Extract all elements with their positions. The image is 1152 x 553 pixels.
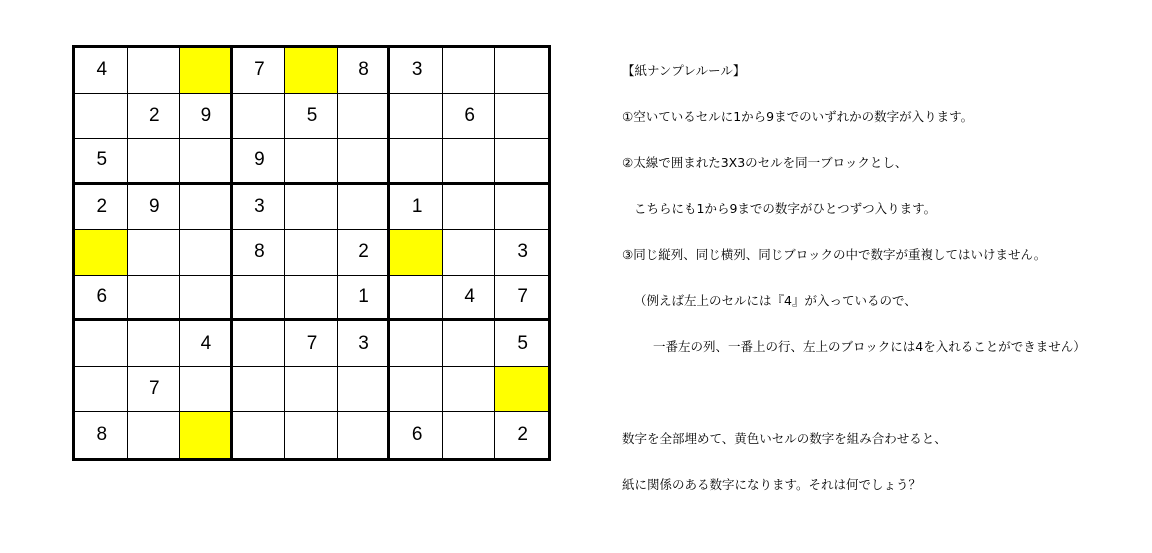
grid-cell[interactable] xyxy=(233,367,286,413)
grid-cell[interactable] xyxy=(338,412,391,458)
example-line-1: （例えば左上のセルには『4』が入っているので、 xyxy=(634,293,917,308)
grid-cell[interactable] xyxy=(75,321,128,367)
grid-cell[interactable]: 2 xyxy=(128,94,181,140)
grid-cell[interactable]: 2 xyxy=(338,230,391,276)
grid-cell[interactable] xyxy=(338,367,391,413)
rule-1: ①空いているセルに1から9までのいずれかの数字が入ります。 xyxy=(622,109,974,124)
highlighted-cell[interactable] xyxy=(180,48,233,94)
grid-cell[interactable] xyxy=(495,94,548,140)
grid-cell[interactable] xyxy=(443,48,496,94)
grid-cell[interactable] xyxy=(233,94,286,140)
grid-cell[interactable]: 6 xyxy=(75,276,128,322)
grid-cell[interactable] xyxy=(180,139,233,185)
grid-cell[interactable]: 1 xyxy=(390,185,443,231)
grid-cell[interactable] xyxy=(495,139,548,185)
grid-cell[interactable]: 4 xyxy=(443,276,496,322)
grid-cell[interactable]: 7 xyxy=(128,367,181,413)
grid-cell[interactable] xyxy=(443,367,496,413)
rule-2-line-2: こちらにも1から9までの数字がひとつずつ入ります。 xyxy=(634,201,937,216)
grid-cell[interactable] xyxy=(390,321,443,367)
grid-cell[interactable]: 1 xyxy=(338,276,391,322)
grid-cell[interactable]: 3 xyxy=(233,185,286,231)
grid-cell[interactable] xyxy=(128,48,181,94)
highlighted-cell[interactable] xyxy=(75,230,128,276)
example-line-2: 一番左の列、一番上の行、左上のブロックには4を入れることができません） xyxy=(653,339,1086,354)
grid-cell[interactable]: 3 xyxy=(495,230,548,276)
grid-cell[interactable]: 3 xyxy=(338,321,391,367)
grid-cell[interactable] xyxy=(338,94,391,140)
grid-cell[interactable] xyxy=(128,139,181,185)
grid-cell[interactable]: 8 xyxy=(338,48,391,94)
grid-cell[interactable] xyxy=(233,276,286,322)
grid-cell[interactable] xyxy=(390,94,443,140)
grid-cell[interactable] xyxy=(285,139,338,185)
sudoku-grid xyxy=(72,45,551,461)
grid-cell[interactable]: 2 xyxy=(517,424,528,446)
rule-2-line-1: ②太線で囲まれた3X3のセルを同一ブロックとし、 xyxy=(622,155,908,170)
grid-cell[interactable]: 8 xyxy=(75,412,128,458)
grid-cell[interactable] xyxy=(390,276,443,322)
grid-cell[interactable] xyxy=(285,412,338,458)
grid-cell[interactable] xyxy=(495,48,548,94)
grid-cell[interactable]: 5 xyxy=(75,139,128,185)
grid-cell[interactable]: 9 xyxy=(180,94,233,140)
grid-cell[interactable] xyxy=(75,367,128,413)
grid-cell[interactable] xyxy=(128,276,181,322)
grid-cell[interactable]: 5 xyxy=(285,94,338,140)
grid-cell[interactable] xyxy=(233,321,286,367)
grid-cell[interactable] xyxy=(443,230,496,276)
grid-cell[interactable]: 7 xyxy=(495,276,548,322)
grid-cell[interactable]: 5 xyxy=(495,321,548,367)
grid-cell[interactable]: 2 xyxy=(75,185,128,231)
grid-cell[interactable]: 6 xyxy=(390,412,443,458)
grid-cell[interactable] xyxy=(443,412,496,458)
grid-cell[interactable] xyxy=(233,412,286,458)
grid-cell[interactable] xyxy=(338,185,391,231)
grid-cell[interactable] xyxy=(180,367,233,413)
grid-cell[interactable] xyxy=(180,185,233,231)
grid-cell[interactable] xyxy=(443,321,496,367)
grid-cell[interactable] xyxy=(75,94,128,140)
grid-cell[interactable] xyxy=(285,367,338,413)
grid-cell[interactable]: 9 xyxy=(128,185,181,231)
rule-3: ③同じ縦列、同じ横列、同じブロックの中で数字が重複してはいけません。 xyxy=(622,247,1047,262)
grid-cell[interactable] xyxy=(495,185,548,231)
highlighted-cell[interactable] xyxy=(285,48,338,94)
grid-cell[interactable] xyxy=(128,412,181,458)
grid-cell[interactable] xyxy=(443,139,496,185)
grid-cell[interactable]: 7 xyxy=(285,321,338,367)
question-line-1: 数字を全部埋めて、黄色いセルの数字を組み合わせると、 xyxy=(622,431,947,446)
grid-cell[interactable] xyxy=(390,139,443,185)
grid-cell[interactable]: 8 xyxy=(233,230,286,276)
grid-cell[interactable] xyxy=(390,367,443,413)
grid-cell[interactable]: 9 xyxy=(233,139,286,185)
grid-cell[interactable]: 4 xyxy=(180,321,233,367)
rules-title: 【紙ナンプレルール】 xyxy=(622,63,746,78)
grid-cell[interactable]: 6 xyxy=(443,94,496,140)
grid-cell[interactable]: 4 xyxy=(75,48,128,94)
grid-cell[interactable] xyxy=(128,230,181,276)
grid-cell[interactable] xyxy=(338,139,391,185)
grid-cell[interactable] xyxy=(285,185,338,231)
grid-cell[interactable] xyxy=(128,321,181,367)
grid-cell[interactable] xyxy=(285,230,338,276)
grid-cell[interactable]: 7 xyxy=(233,48,286,94)
question-line-2: 紙に関係のある数字になります。それは何でしょう？ xyxy=(622,477,922,492)
grid-cell[interactable]: 3 xyxy=(390,48,443,94)
highlighted-cell[interactable] xyxy=(180,412,233,458)
grid-cell[interactable] xyxy=(443,185,496,231)
highlighted-cell[interactable] xyxy=(390,230,443,276)
grid-cell[interactable] xyxy=(180,276,233,322)
grid-cell[interactable] xyxy=(180,230,233,276)
highlighted-cell[interactable] xyxy=(495,367,548,413)
grid-cell[interactable] xyxy=(285,276,338,322)
